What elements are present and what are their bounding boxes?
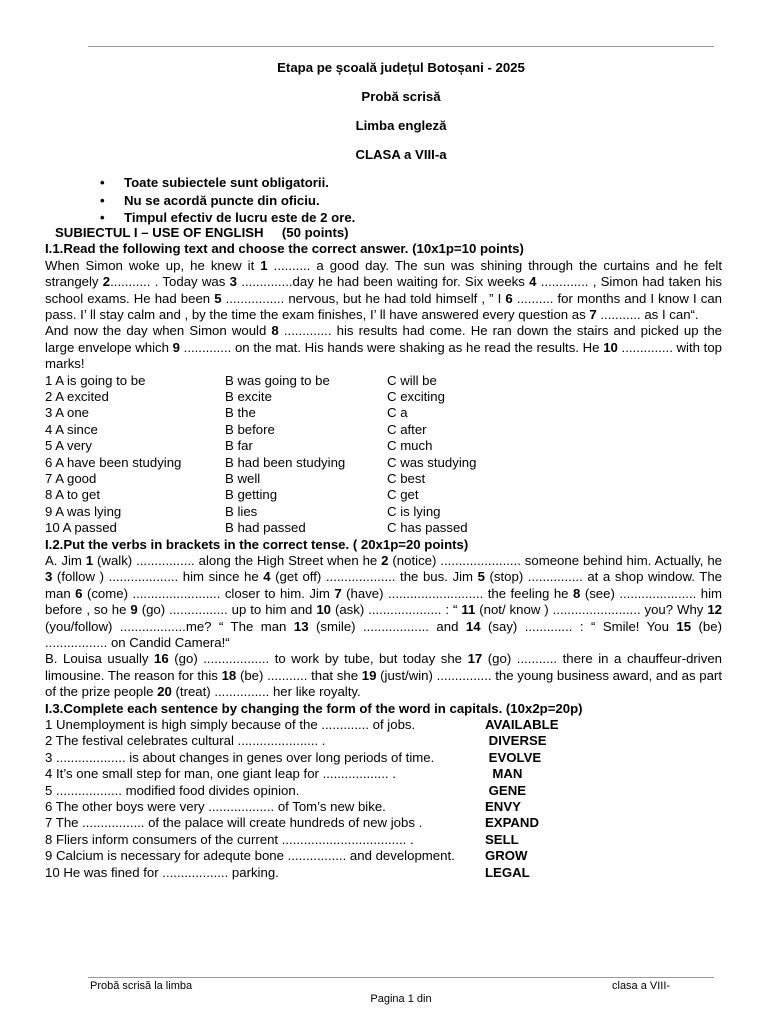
word-formation-item [45, 766, 722, 782]
word-formation-item [45, 865, 722, 881]
page-number: Pagina 1 din [370, 993, 432, 1005]
item-number: 6 [75, 585, 83, 601]
item-number: 18 [221, 667, 237, 683]
keyword: GENE [485, 782, 527, 798]
option-b: B getting [225, 487, 278, 503]
keyword: LEGAL [485, 864, 530, 880]
option-row [45, 520, 722, 536]
item-number: 20 [157, 684, 172, 700]
option-c: C best [387, 471, 426, 486]
option-a: 4 A since [45, 421, 98, 437]
option-row [45, 471, 722, 487]
part2-paragraph-a: A. Jim 1 (walk) ................ along the High Street when he 2 (notice) ...................... someone behind him. Actually, he 3 (follow ) ................... him since he 4 (get off) ................... the bus. Jim 5 (stop) ............... at a shop window. The man 6 (come) ........................ closer to him. Jim 7 (have) .......................... the feeling he 8 (see) ..................... him before , so he 9 (go) ................ up to him and 10 (ask) .................... : “ 11 (not/ know ) ........................ you? Why 12 (you/follow) ..................me? “ The man 13 (smile) .................. and 14 (say) ............. : “ Smile! You 15 (be) ................. on Candid Camera!“ [45, 552, 723, 650]
sentence: 10 He was fined for .................. parking. [45, 864, 279, 880]
item-number: 1 [85, 552, 94, 568]
item-number: 14 [465, 618, 481, 634]
item-number: 15 [676, 618, 692, 634]
footer-rule [88, 977, 714, 978]
rule-text: Toate subiectele sunt obligatorii. [124, 175, 329, 190]
option-c: C was studying [387, 454, 477, 470]
option-a: 8 A to get [45, 487, 100, 503]
option-row [45, 438, 722, 454]
rule-item [100, 209, 355, 227]
option-b: B had been studying [225, 454, 346, 470]
item-number: 2 [381, 552, 389, 568]
sentence: 4 It’s one small step for man, one giant leap for .................. . [45, 766, 396, 782]
item-number: 13 [293, 618, 309, 634]
option-b: B lies [225, 503, 258, 519]
footer-left-text: Probă scrisă la limba [90, 980, 193, 992]
keyword: ENVY [485, 798, 521, 814]
keyword: EVOLVE [485, 749, 542, 765]
option-row [45, 504, 722, 520]
option-row [45, 487, 722, 503]
item-number: 10 [603, 339, 618, 355]
option-b: B far [225, 438, 253, 454]
sentence: 6 The other boys were very .................. of Tom’s new bike. [45, 798, 386, 814]
part2-heading: I.2.Put the verbs in brackets in the correct tense. ( 20x1p=20 points) [45, 536, 469, 552]
option-a: 7 A good [45, 471, 97, 486]
option-row [45, 422, 722, 438]
item-number: 9 [172, 339, 180, 355]
item-number: 2 [102, 274, 111, 290]
rule-text: Nu se acordă puncte din oficiu. [124, 192, 320, 208]
item-number: 7 [589, 307, 597, 323]
exam-title: Etapa pe școală județul Botoșani - 2025 [277, 60, 525, 75]
exam-content [45, 225, 722, 881]
item-number: 17 [467, 651, 483, 667]
word-formation-item [45, 783, 722, 799]
part1-options [45, 373, 722, 537]
item-number: 4 [263, 569, 271, 585]
item-number: 8 [271, 323, 279, 339]
part1-paragraph-1: When Simon woke up, he knew it 1 .......... a good day. The sun was shining through the curtains and he felt strangely 2........... . Today was 3 ..............day he had been waiting for. Six weeks 4 ............. , Simon had taken his school exams. He had been 5 ................ nervous, but he had told himself , ” I 6 .......... for months and I know I can pass. I’ ll stay calm and , by the time the exam finishes, I’ ll have answered every question as 7 ........... as I can“. [45, 257, 722, 323]
item-number: 6 [505, 290, 513, 306]
item-number: 1 [260, 257, 268, 273]
sentence: 5 .................. modified food divides opinion. [45, 782, 300, 798]
part1-heading: I.1.Read the following text and choose the correct answer. (10x1p=10 points) [45, 241, 524, 257]
keyword: MAN [485, 766, 523, 782]
option-a: 2 A excited [45, 389, 109, 405]
word-formation-item [45, 750, 722, 766]
item-number: 3 [45, 569, 53, 585]
bullet-icon: • [100, 210, 105, 225]
option-c: C has passed [387, 520, 468, 536]
item-number: 9 [130, 602, 138, 618]
option-row [45, 405, 722, 421]
sentence: 8 Fliers inform consumers of the current .................................. . [45, 831, 414, 847]
option-c: C a [387, 405, 408, 421]
sentence: 2 The festival celebrates cultural ...................... . [45, 733, 326, 749]
part3-items [45, 717, 722, 881]
section-title: SUBIECTUL I – USE OF ENGLISH (50 points) [55, 225, 349, 240]
option-row [45, 389, 722, 405]
keyword: EXPAND [485, 815, 539, 831]
item-number: 5 [477, 569, 485, 585]
option-a: 1 A is going to be [45, 372, 146, 388]
keyword: AVAILABLE [485, 717, 559, 733]
item-number: 3 [229, 274, 237, 290]
option-c: C much [387, 438, 433, 454]
option-b: B well [225, 471, 261, 486]
option-a: 6 A have been studying [45, 454, 182, 470]
option-b: B excite [225, 389, 272, 405]
keyword: SELL [485, 831, 519, 847]
exam-subtitle: Probă scrisă [361, 89, 441, 104]
rule-text: Timpul efectiv de lucru este de 2 ore. [124, 210, 356, 225]
bullet-icon: • [100, 175, 105, 190]
item-number: 7 [334, 585, 342, 601]
option-b: B was going to be [225, 372, 330, 388]
option-c: C is lying [387, 503, 441, 519]
option-b: B before [225, 421, 275, 437]
word-formation-item [45, 799, 722, 815]
option-c: C after [387, 421, 427, 437]
sentence: 3 ................... is about changes in genes over long periods of time. [45, 749, 435, 765]
item-number: 10 [316, 602, 331, 618]
exam-subject: Limba engleză [355, 118, 447, 133]
option-row [45, 373, 722, 389]
option-a: 10 A passed [45, 520, 117, 536]
word-formation-item [45, 815, 722, 831]
rule-item [100, 174, 355, 192]
item-number: 4 [529, 274, 537, 290]
sentence: 7 The ................. of the palace will create hundreds of new jobs . [45, 815, 423, 831]
keyword: GROW [485, 848, 528, 864]
item-number: 11 [461, 602, 476, 618]
item-number: 19 [361, 667, 377, 683]
word-formation-item [45, 848, 722, 864]
option-row [45, 455, 722, 471]
footer-right-text: clasa a VIII- [612, 980, 671, 992]
option-a: 9 A was lying [45, 503, 122, 519]
rule-item [100, 192, 355, 210]
sentence: 9 Calcium is necessary for adequte bone ................ and development. [45, 848, 455, 864]
top-rule [88, 46, 714, 47]
sentence: 1 Unemployment is high simply because of the ............. of jobs. [45, 717, 416, 733]
keyword: DIVERSE [485, 733, 547, 749]
option-a: 5 A very [45, 438, 92, 454]
item-number: 12 [707, 602, 723, 618]
option-c: C will be [387, 372, 437, 388]
word-formation-item [45, 733, 722, 749]
option-a: 3 A one [45, 405, 90, 421]
option-c: C get [387, 487, 419, 503]
item-number: 5 [214, 290, 222, 306]
option-b: B had passed [225, 520, 306, 536]
word-formation-item [45, 832, 722, 848]
part2-paragraph-b: B. Louisa usually 16 (go) .................. to work by tube, but today she 17 (go) ........... there in a chauffeur-driven limousine. The reason for this 18 (be) ........... that she 19 (just/win) ............... the young business award, and as part of the prize people 20 (treat) ............... her like royalty. [45, 651, 722, 700]
option-c: C exciting [387, 389, 445, 405]
bullet-icon: • [100, 192, 105, 208]
item-number: 8 [573, 585, 581, 601]
exam-grade: CLASA a VIII-a [355, 147, 447, 162]
option-b: B the [225, 405, 256, 421]
part3-heading: I.3.Complete each sentence by changing the form of the word in capitals. (10x2p=20p) [45, 700, 583, 716]
rules-list [100, 174, 355, 227]
item-number: 16 [154, 651, 169, 667]
part1-paragraph-2: And now the day when Simon would 8 ............. his results had come. He ran down the stairs and picked up the large envelope which 9 ............. on the mat. His hands were shaking as he read the results. He 10 .............. with top marks! [45, 323, 723, 372]
word-formation-item [45, 717, 722, 733]
